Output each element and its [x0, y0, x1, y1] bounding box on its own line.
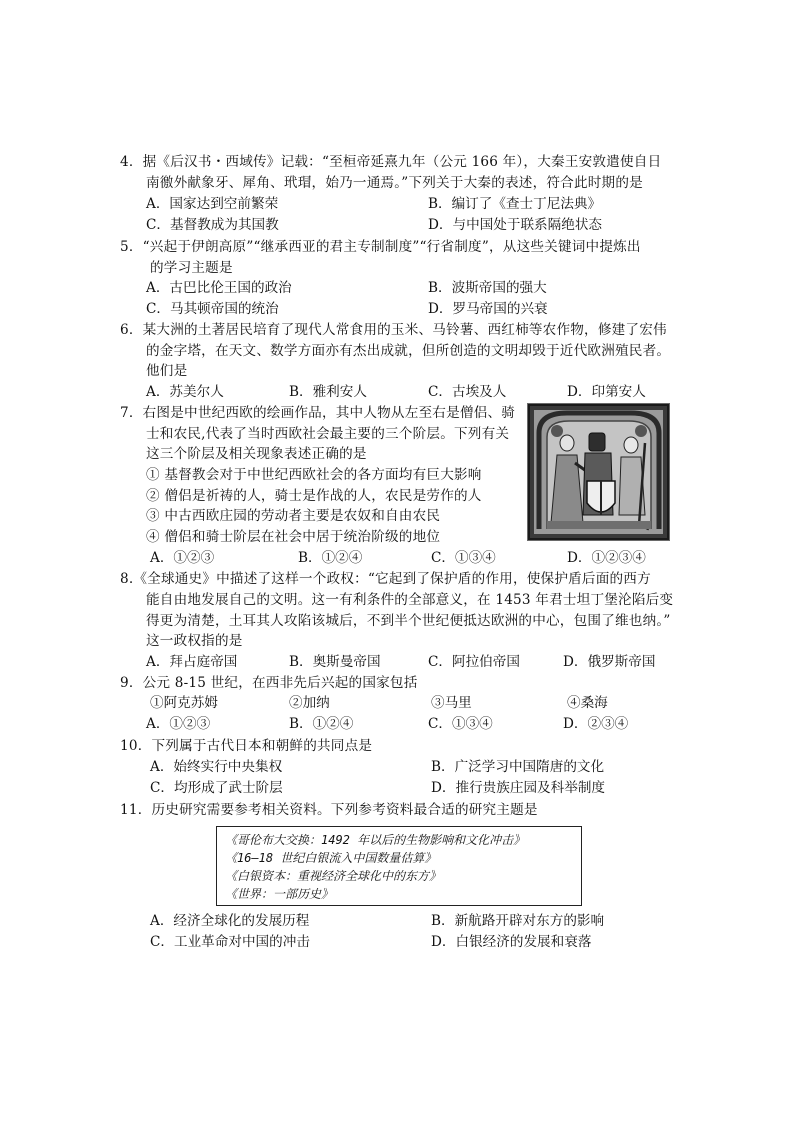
q11-option-a[interactable]: A．经济全球化的发展历程	[150, 913, 310, 929]
q5-line-2: 的学习主题是	[150, 260, 233, 276]
q11-option-c[interactable]: C．工业革命对中国的冲击	[150, 934, 310, 950]
q5-option-a[interactable]: A．古巴比伦王国的政治	[146, 280, 292, 296]
q7-option-d[interactable]: D．①②③④	[567, 550, 646, 566]
q7-line-2: 士和农民,代表了当时西欧社会最主要的三个阶层。下列有关	[146, 426, 510, 442]
q11-option-b[interactable]: B．新航路开辟对东方的影响	[431, 913, 605, 929]
q7-statement-3: ③ 中古西欧庄园的劳动者主要是农奴和自由农民	[146, 508, 441, 524]
q7-statement-1: ① 基督教会对于中世纪西欧社会的各方面均有巨大影响	[146, 467, 482, 483]
q10-option-c[interactable]: C．均形成了武士阶层	[150, 780, 283, 796]
q8-option-b[interactable]: B．奥斯曼帝国	[289, 654, 381, 670]
q4-option-b[interactable]: B．编订了《查士丁尼法典》	[428, 196, 602, 212]
q8-option-d[interactable]: D．俄罗斯帝国	[563, 654, 656, 670]
medieval-painting-image	[527, 403, 670, 541]
q7-line-3: 这三个阶层及相关现象表述正确的是	[146, 446, 367, 462]
reference-item: 《白银资本：重视经济全球化中的东方》	[225, 869, 442, 883]
q7-option-b[interactable]: B．①②④	[298, 550, 363, 566]
q7-statement-2: ② 僧侣是祈祷的人，骑士是作战的人，农民是劳作的人	[146, 488, 482, 504]
q10-option-b[interactable]: B．广泛学习中国隋唐的文化	[431, 759, 605, 775]
q8-line-4: 这一政权指的是	[146, 633, 243, 649]
q9-option-d[interactable]: D．②③④	[563, 716, 629, 732]
q8-line-2: 能自由地发展自己的文明。这一有利条件的全部意义，在 1453 年君士坦丁堡沦陷后变	[146, 592, 674, 608]
q4-option-a[interactable]: A．国家达到空前繁荣	[146, 196, 279, 212]
q6-line-3: 他们是	[146, 363, 188, 379]
q9-item-4: ④桑海	[567, 695, 608, 711]
q9-option-b[interactable]: B．①②④	[289, 716, 354, 732]
q4-line-1: 4．据《后汉书・西域传》记载：“至桓帝延熹九年（公元 166 年），大秦王安敦遣使自日	[120, 154, 662, 170]
q5-option-d[interactable]: D．罗马帝国的兴衰	[428, 301, 548, 317]
q10-option-a[interactable]: A．始终实行中央集权	[150, 759, 283, 775]
q6-option-c[interactable]: C．古埃及人	[428, 384, 507, 400]
q8-option-a[interactable]: A．拜占庭帝国	[146, 654, 238, 670]
q9-item-3: ③马里	[431, 695, 472, 711]
q6-option-a[interactable]: A．苏美尔人	[146, 384, 224, 400]
q6-line-2: 的金字塔，在天文、数学方面亦有杰出成就，但所创造的文明却毁于近代欧洲殖民者。	[146, 343, 671, 359]
reference-list-box	[216, 826, 582, 906]
q10-option-d[interactable]: D．推行贵族庄园及科举制度	[431, 780, 606, 796]
q4-option-d[interactable]: D．与中国处于联系隔绝状态	[428, 217, 603, 233]
q4-line-2: 南徼外献象牙、犀角、玳瑁，始乃一通焉。”下列关于大秦的表述，符合此时期的是	[146, 175, 643, 191]
q6-line-1: 6．某大洲的土著居民培育了现代人常食用的玉米、马铃薯、西红柿等农作物，修建了宏伟	[120, 322, 667, 338]
q9-option-a[interactable]: A．①②③	[146, 716, 211, 732]
q6-option-b[interactable]: B．雅利安人	[289, 384, 367, 400]
q6-option-d[interactable]: D．印第安人	[567, 384, 646, 400]
q9-item-2: ②加纳	[289, 695, 330, 711]
q7-option-a[interactable]: A．①②③	[150, 550, 215, 566]
reference-item: 《世界：一部历史》	[225, 887, 334, 901]
q10-line-1: 10．下列属于古代日本和朝鲜的共同点是	[120, 738, 373, 754]
q9-option-c[interactable]: C．①③④	[428, 716, 493, 732]
reference-item: 《16—18 世纪白银流入中国数量估算》	[225, 851, 437, 865]
q7-line-1: 7．右图是中世纪西欧的绘画作品，其中人物从左至右是僧侣、骑	[120, 405, 516, 421]
q9-item-1: ①阿克苏姆	[150, 695, 218, 711]
q9-line-1: 9．公元 8-15 世纪，在西非先后兴起的国家包括	[120, 675, 418, 691]
q11-option-d[interactable]: D．白银经济的发展和衰落	[431, 934, 592, 950]
q5-option-b[interactable]: B．波斯帝国的强大	[428, 280, 547, 296]
q7-statement-4: ④ 僧侣和骑士阶层在社会中居于统治阶级的地位	[146, 529, 441, 545]
q8-line-3: 得更为清楚，土耳其人攻陷该城后，不到半个世纪便抵达欧洲的中心，包围了维也纳。”	[146, 613, 671, 629]
q5-line-1: 5．“兴起于伊朗高原”“继承西亚的君主专制制度”“行省制度”，从这些关键词中提炼出	[120, 239, 641, 255]
q8-line-1: 8.《全球通史》中描述了这样一个政权：“它起到了保护盾的作用，使保护盾后面的西方	[120, 571, 651, 587]
q8-option-c[interactable]: C．阿拉伯帝国	[428, 654, 520, 670]
q11-line-1: 11．历史研究需要参考相关资料。下列参考资料最合适的研究主题是	[120, 802, 538, 818]
q7-option-c[interactable]: C．①③④	[431, 550, 496, 566]
reference-item: 《哥伦布大交换：1492 年以后的生物影响和文化冲击》	[225, 833, 526, 847]
q5-option-c[interactable]: C．马其顿帝国的统治	[146, 301, 279, 317]
q4-option-c[interactable]: C．基督教成为其国教	[146, 217, 279, 233]
